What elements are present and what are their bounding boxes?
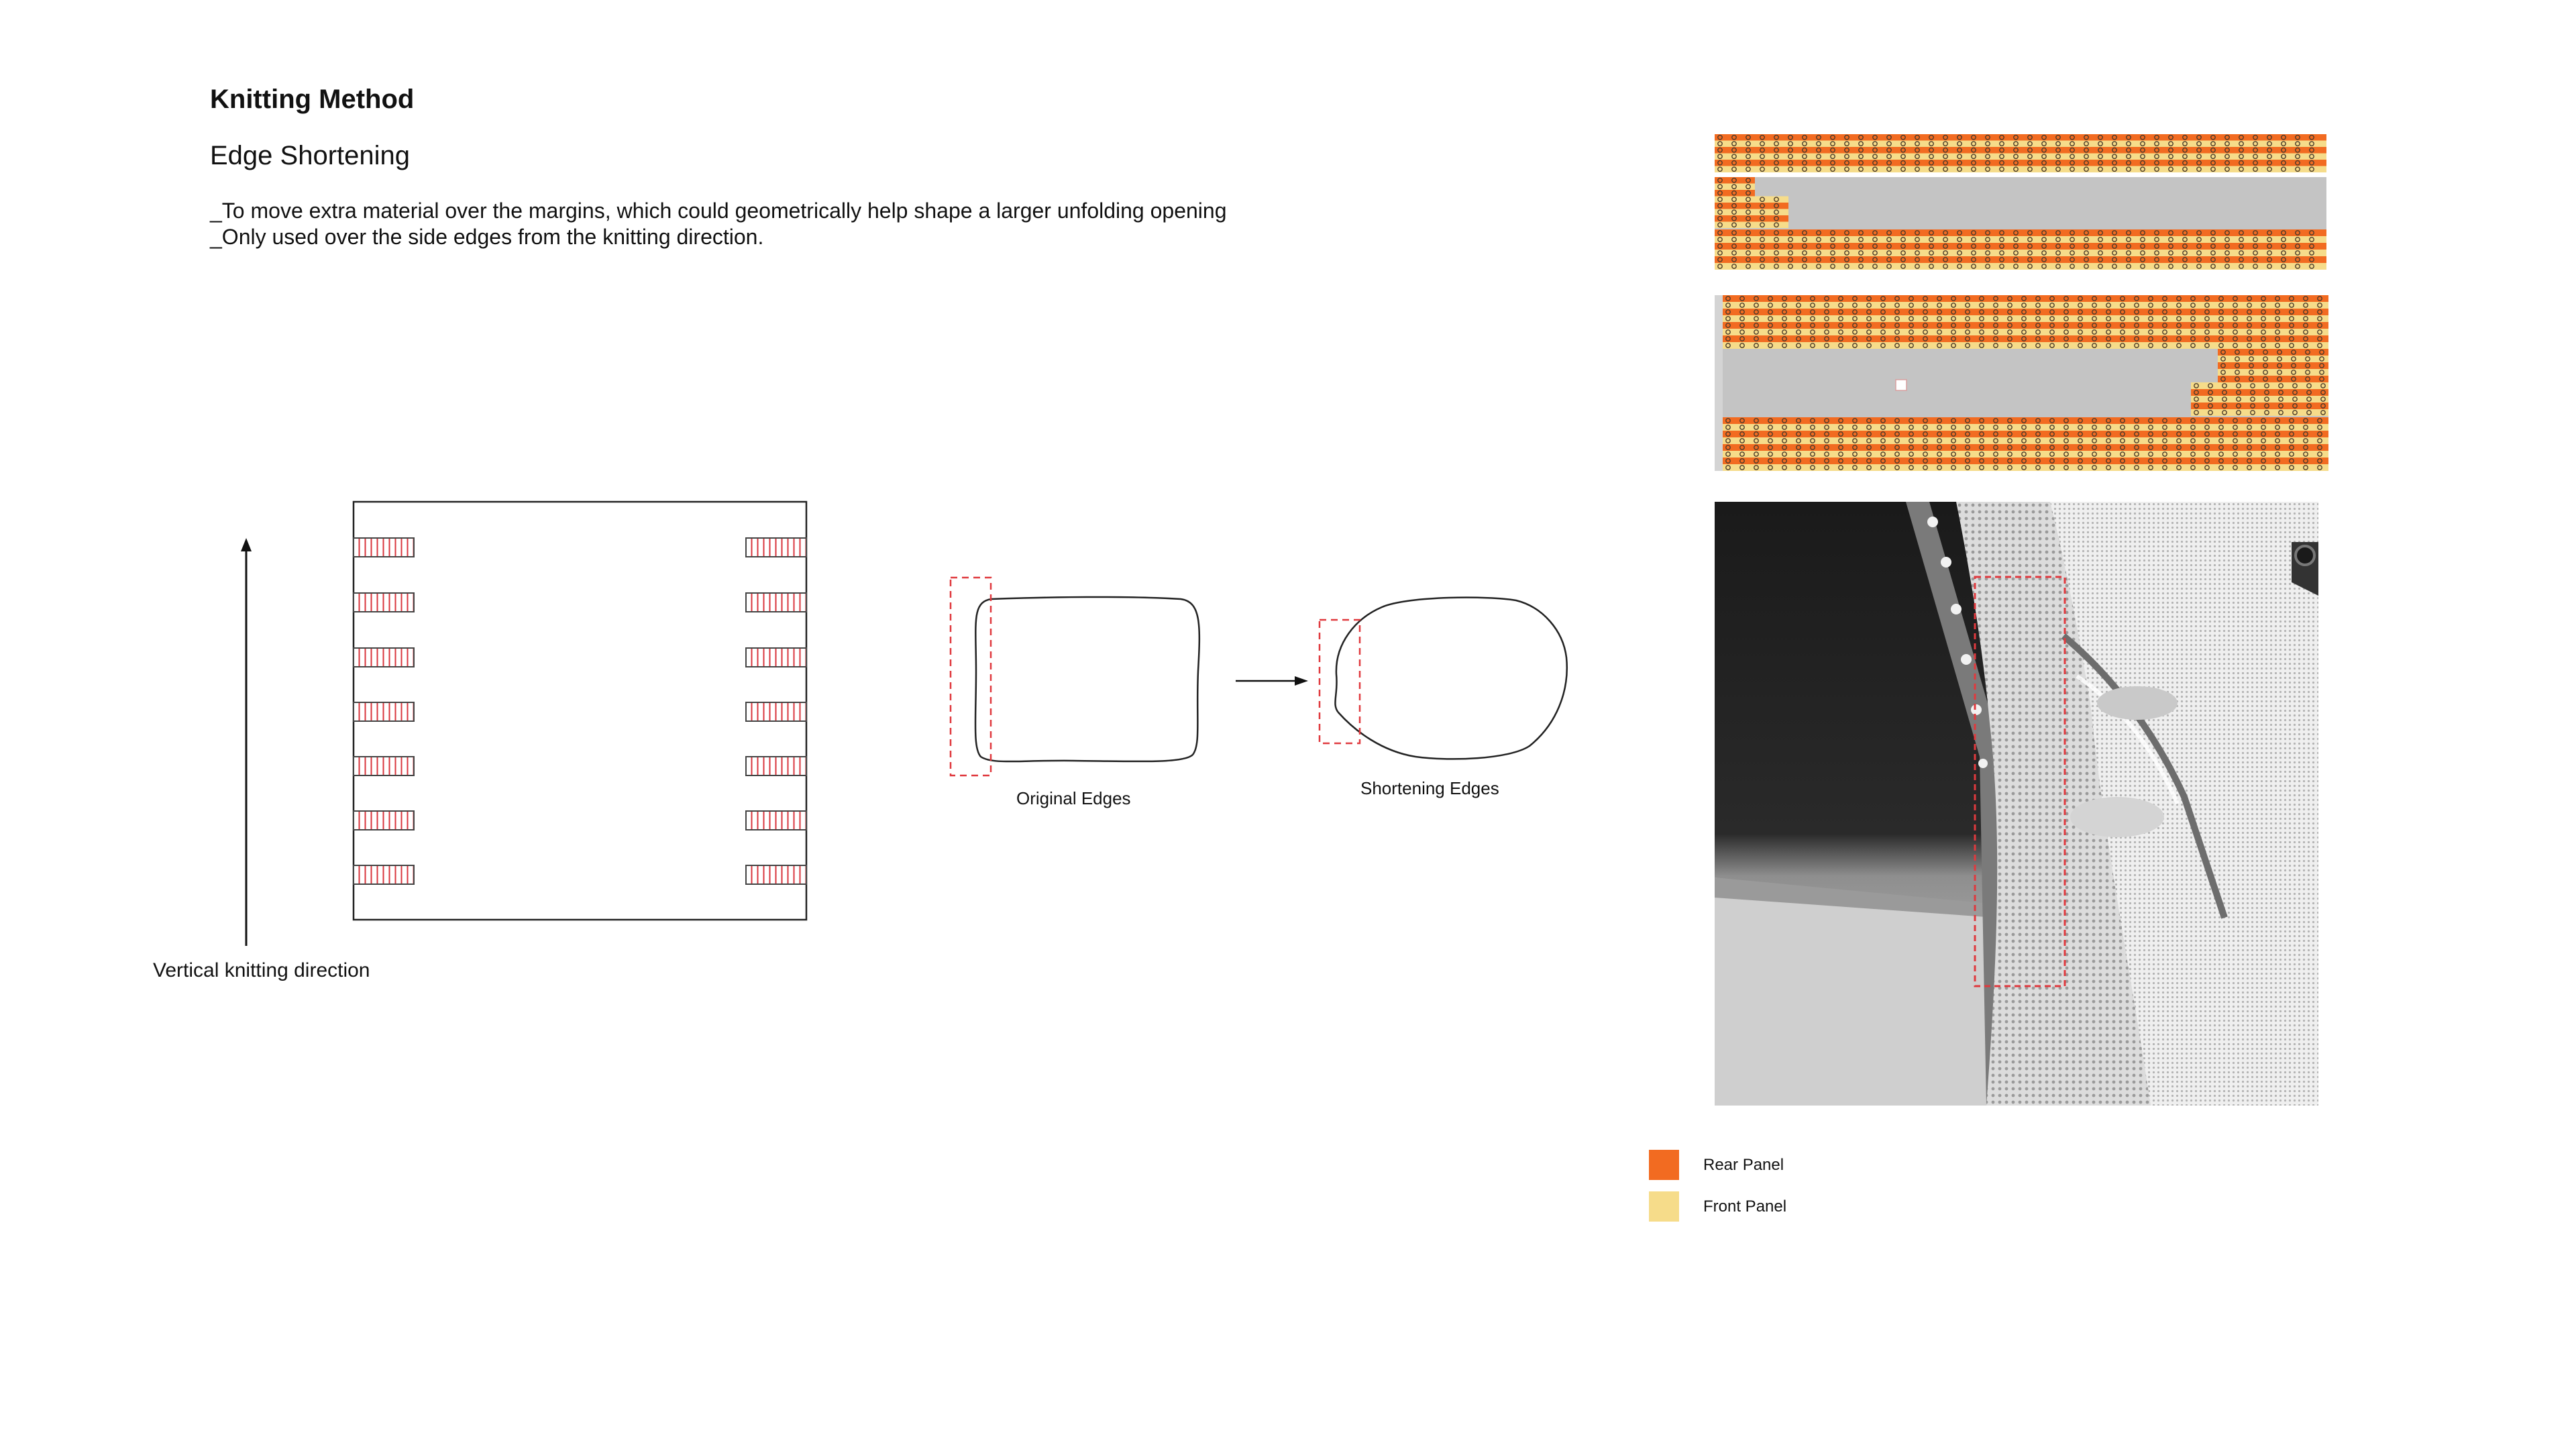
knit-pattern-chart-bottom [1715,295,2328,471]
knitted-sample-illustration [1715,502,2318,1106]
edge-marker [354,593,414,612]
transform-arrow [1236,676,1308,686]
edge-marker [746,648,806,667]
edge-marker [746,702,806,721]
edge-marker [746,538,806,557]
rear-panel-row [2218,376,2328,382]
front-panel-row [2191,396,2328,402]
edge-marker [354,811,414,830]
edge-marker [746,757,806,775]
front-panel-row [2218,356,2328,362]
shortening-edges-shape [1320,598,1567,759]
rear-panel-row [2218,349,2328,356]
shortened-edge-highlight [1320,620,1360,743]
description-line-2: _Only used over the side edges from the knitting direction. [210,225,764,249]
front-panel-row [2191,382,2328,389]
front-panel-swatch [1649,1191,1679,1222]
legend [1649,1150,1786,1222]
rear-panel-row [2191,402,2328,409]
edge-marker [354,757,414,775]
rear-panel-row [2218,362,2328,369]
legend-label-rear: Rear Panel [1703,1155,1784,1174]
page-title: Knitting Method [210,85,415,114]
gap-area [1715,177,2326,229]
front-panel-row [2191,409,2328,416]
knitted-sample-photo [1715,502,2318,1106]
original-edge-highlight [951,578,991,775]
knit-pattern-chart-top [1715,134,2328,270]
rear-panel-row [2191,389,2328,396]
legend-item-front [1649,1191,1786,1222]
knit-panel-outline [354,502,806,920]
left-margin [1715,295,1723,471]
edge-marker [746,593,806,612]
legend-label-front: Front Panel [1703,1197,1787,1216]
edge-marker [354,648,414,667]
edge-marker [746,811,806,830]
gap-marker [1896,380,1907,390]
rear-panel-swatch [1649,1150,1679,1180]
description-line-1: _To move extra material over the margins, which could geometrically help shape a larger unfolding opening [210,199,1227,223]
edge-marker [354,865,414,884]
edge-marker [354,702,414,721]
knitting-direction-arrow [241,538,252,946]
original-edges-label: Original Edges [1016,788,1131,808]
shortening-edges-label: Shortening Edges [1360,778,1499,798]
section-subtitle: Edge Shortening [210,141,411,170]
legend-item-rear [1649,1150,1786,1180]
edge-marker [746,865,806,884]
front-panel-row [2218,369,2328,376]
original-edges-shape [951,578,1199,775]
edge-marker [354,538,414,557]
direction-label: Vertical knitting direction [153,959,370,981]
